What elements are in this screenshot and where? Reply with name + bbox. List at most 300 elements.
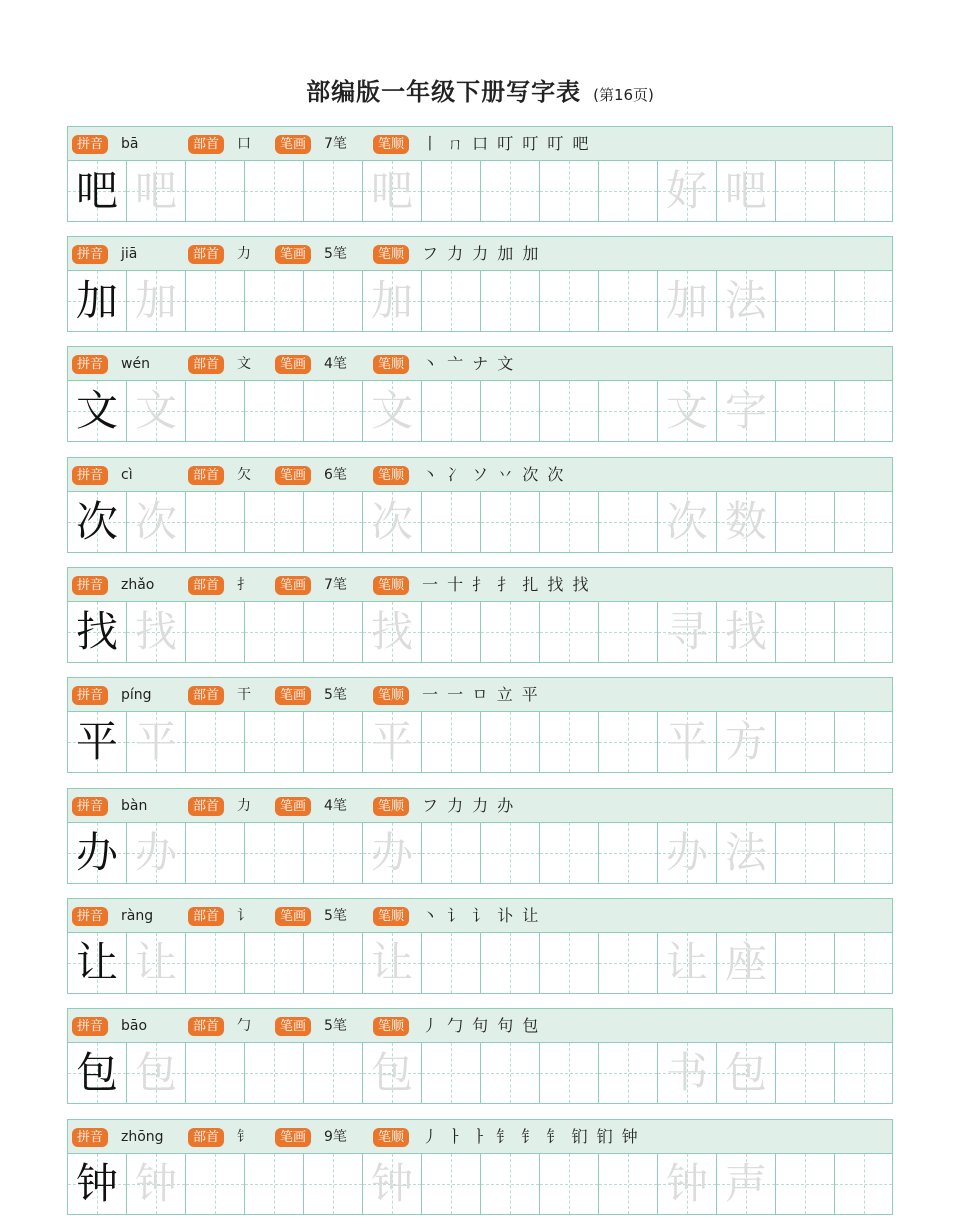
stroke-order-value: フ 力 力 加 加: [422, 244, 541, 263]
writing-cell: [540, 381, 599, 441]
model-character: 加: [75, 276, 118, 325]
writing-cell: [304, 381, 363, 441]
writing-cell: [245, 712, 304, 772]
writing-cell: [363, 381, 422, 441]
writing-cell: [68, 381, 127, 441]
writing-cell: [599, 1154, 658, 1214]
stroke-count-tag: 笔画: [275, 907, 311, 926]
model-character: 次: [75, 497, 118, 546]
writing-grid: [68, 161, 892, 221]
pinyin-tag: 拼音: [72, 355, 108, 374]
character-info-bar: [68, 1120, 892, 1154]
character-info-bar: [68, 127, 892, 161]
character-info-bar: [68, 568, 892, 602]
trace-character: 找: [134, 607, 177, 656]
pinyin-tag: 拼音: [72, 907, 108, 926]
writing-cell: [127, 1154, 186, 1214]
pinyin-tag: 拼音: [72, 686, 108, 705]
radical-tag: 部首: [188, 907, 224, 926]
stroke-order-value: 丿 ㅏ ㅏ 钅 钅 钅 钔 钔 钟: [422, 1127, 640, 1146]
radical-tag: 部首: [188, 1017, 224, 1036]
writing-cell: [717, 1043, 776, 1103]
writing-cell: [304, 933, 363, 993]
radical-value: 讠: [237, 908, 251, 924]
writing-cell: [599, 602, 658, 662]
model-character: 钟: [75, 1159, 118, 1208]
writing-cell: [776, 1043, 835, 1103]
trace-word-character: 字: [724, 386, 767, 435]
stroke-order-value: 一 十 扌 扌 扎 找 找: [422, 575, 591, 594]
writing-cell: [245, 492, 304, 552]
stroke-order-tag: 笔顺: [373, 1017, 409, 1036]
character-block: [67, 1008, 893, 1104]
writing-cell: [540, 492, 599, 552]
page-title: [0, 72, 960, 107]
writing-cell: [776, 492, 835, 552]
writing-cell: [658, 1154, 717, 1214]
writing-cell: [68, 1154, 127, 1214]
stroke-count-tag: 笔画: [275, 135, 311, 154]
stroke-order-tag: 笔顺: [373, 686, 409, 705]
writing-grid: [68, 712, 892, 772]
writing-cell: [658, 1043, 717, 1103]
writing-cell: [422, 161, 481, 221]
pinyin-tag: 拼音: [72, 245, 108, 264]
writing-cell: [304, 602, 363, 662]
writing-cell: [304, 1154, 363, 1214]
model-character: 让: [75, 938, 118, 987]
writing-grid: [68, 1043, 892, 1103]
trace-word-character: 包: [724, 1048, 767, 1097]
trace-word-character: 吧: [724, 166, 767, 215]
writing-cell: [658, 161, 717, 221]
writing-cell: [540, 933, 599, 993]
writing-cell: [127, 933, 186, 993]
radical-tag: 部首: [188, 466, 224, 485]
writing-cell: [481, 933, 540, 993]
trace-word-character: 好: [665, 166, 708, 215]
writing-cell: [245, 602, 304, 662]
trace-character: 办: [134, 828, 177, 877]
trace-character: 次: [370, 497, 413, 546]
writing-cell: [422, 492, 481, 552]
writing-cell: [304, 823, 363, 883]
writing-cell: [776, 602, 835, 662]
stroke-order-value: 丶 亠 ナ 文: [422, 354, 516, 373]
pinyin-value: wén: [121, 356, 150, 372]
writing-cell: [835, 1154, 892, 1214]
writing-cell: [422, 823, 481, 883]
writing-cell: [540, 271, 599, 331]
model-character: 平: [75, 717, 118, 766]
character-info-bar: [68, 1009, 892, 1043]
writing-cell: [776, 933, 835, 993]
pinyin-value: píng: [121, 687, 152, 703]
writing-cell: [776, 381, 835, 441]
writing-cell: [658, 381, 717, 441]
trace-character: 吧: [134, 166, 177, 215]
character-info-bar: [68, 789, 892, 823]
page-number-note: (第16页): [593, 86, 654, 104]
writing-cell: [363, 1043, 422, 1103]
trace-word-character: 钟: [665, 1159, 708, 1208]
trace-word-character: 法: [724, 276, 767, 325]
character-block: [67, 788, 893, 884]
trace-word-character: 让: [665, 938, 708, 987]
stroke-count-tag: 笔画: [275, 355, 311, 374]
writing-cell: [127, 1043, 186, 1103]
pinyin-value: bàn: [121, 798, 148, 814]
writing-cell: [186, 1154, 245, 1214]
stroke-count-tag: 笔画: [275, 576, 311, 595]
trace-character: 加: [134, 276, 177, 325]
writing-cell: [540, 161, 599, 221]
writing-cell: [540, 823, 599, 883]
writing-cell: [599, 1043, 658, 1103]
stroke-count-value: 4笔: [324, 798, 347, 814]
trace-character: 办: [370, 828, 413, 877]
writing-cell: [245, 1043, 304, 1103]
writing-cell: [68, 823, 127, 883]
model-character: 文: [75, 386, 118, 435]
writing-cell: [68, 161, 127, 221]
trace-word-character: 文: [665, 386, 708, 435]
writing-grid: [68, 492, 892, 552]
pinyin-value: cì: [121, 467, 133, 483]
writing-cell: [186, 602, 245, 662]
pinyin-tag: 拼音: [72, 576, 108, 595]
radical-tag: 部首: [188, 1128, 224, 1147]
pinyin-value: bāo: [121, 1018, 148, 1034]
trace-character: 让: [134, 938, 177, 987]
writing-cell: [363, 602, 422, 662]
writing-cell: [481, 823, 540, 883]
trace-word-character: 寻: [665, 607, 708, 656]
trace-word-character: 书: [665, 1048, 708, 1097]
writing-cell: [835, 271, 892, 331]
model-character: 包: [75, 1048, 118, 1097]
writing-cell: [363, 823, 422, 883]
trace-word-character: 座: [724, 938, 767, 987]
writing-cell: [776, 161, 835, 221]
stroke-count-value: 7笔: [324, 577, 347, 593]
writing-cell: [835, 602, 892, 662]
writing-cell: [245, 271, 304, 331]
stroke-order-value: 丨 ㄇ 口 叮 叮 叮 吧: [422, 134, 591, 153]
writing-cell: [540, 1154, 599, 1214]
stroke-order-tag: 笔顺: [373, 907, 409, 926]
stroke-order-value: 丶 讠 讠 讣 让: [422, 906, 541, 925]
writing-cell: [245, 1154, 304, 1214]
writing-cell: [245, 161, 304, 221]
writing-cell: [599, 271, 658, 331]
writing-cell: [835, 161, 892, 221]
writing-cell: [363, 933, 422, 993]
trace-word-character: 方: [724, 717, 767, 766]
writing-cell: [68, 712, 127, 772]
writing-cell: [658, 271, 717, 331]
radical-tag: 部首: [188, 686, 224, 705]
trace-word-character: 法: [724, 828, 767, 877]
pinyin-value: zhōng: [121, 1129, 164, 1145]
writing-cell: [245, 381, 304, 441]
writing-cell: [717, 1154, 776, 1214]
writing-cell: [68, 602, 127, 662]
writing-cell: [540, 1043, 599, 1103]
stroke-order-tag: 笔顺: [373, 1128, 409, 1147]
model-character: 找: [75, 607, 118, 656]
pinyin-tag: 拼音: [72, 797, 108, 816]
writing-cell: [717, 823, 776, 883]
radical-value: 扌: [237, 577, 251, 593]
radical-value: 欠: [237, 467, 251, 483]
writing-cell: [363, 492, 422, 552]
writing-cell: [658, 712, 717, 772]
character-block: [67, 898, 893, 994]
stroke-count-tag: 笔画: [275, 1017, 311, 1036]
writing-cell: [599, 492, 658, 552]
trace-word-character: 平: [665, 717, 708, 766]
writing-cell: [422, 712, 481, 772]
radical-tag: 部首: [188, 135, 224, 154]
writing-cell: [68, 933, 127, 993]
writing-cell: [245, 933, 304, 993]
character-block: [67, 677, 893, 773]
writing-cell: [127, 602, 186, 662]
stroke-count-value: 5笔: [324, 908, 347, 924]
radical-value: 勹: [237, 1018, 251, 1034]
writing-cell: [363, 271, 422, 331]
trace-word-character: 办: [665, 828, 708, 877]
trace-character: 平: [134, 717, 177, 766]
writing-cell: [481, 712, 540, 772]
writing-cell: [186, 492, 245, 552]
writing-cell: [776, 271, 835, 331]
character-block: [67, 457, 893, 553]
writing-cell: [717, 271, 776, 331]
writing-cell: [717, 602, 776, 662]
stroke-order-tag: 笔顺: [373, 466, 409, 485]
writing-cell: [776, 712, 835, 772]
writing-cell: [835, 712, 892, 772]
pinyin-tag: 拼音: [72, 466, 108, 485]
stroke-order-value: 丿 勹 句 句 包: [422, 1016, 541, 1035]
writing-cell: [422, 381, 481, 441]
pinyin-tag: 拼音: [72, 1017, 108, 1036]
stroke-order-value: 丶 冫 ソ 丷 次 次: [422, 465, 566, 484]
writing-grid: [68, 1154, 892, 1214]
writing-cell: [599, 933, 658, 993]
writing-cell: [363, 1154, 422, 1214]
stroke-count-value: 5笔: [324, 246, 347, 262]
trace-word-character: 数: [724, 497, 767, 546]
writing-grid: [68, 271, 892, 331]
worksheet-title: 部编版一年级下册写字表: [306, 77, 582, 106]
writing-grid: [68, 933, 892, 993]
writing-cell: [599, 823, 658, 883]
writing-cell: [776, 1154, 835, 1214]
radical-value: 力: [237, 798, 251, 814]
character-info-bar: [68, 347, 892, 381]
radical-tag: 部首: [188, 245, 224, 264]
character-block: [67, 567, 893, 663]
radical-value: 力: [237, 246, 251, 262]
writing-cell: [658, 492, 717, 552]
stroke-order-tag: 笔顺: [373, 576, 409, 595]
stroke-count-value: 7笔: [324, 136, 347, 152]
character-block: [67, 1119, 893, 1215]
writing-grid: [68, 602, 892, 662]
trace-word-character: 次: [665, 497, 708, 546]
writing-cell: [599, 712, 658, 772]
writing-grid: [68, 823, 892, 883]
writing-cell: [540, 712, 599, 772]
writing-cell: [127, 712, 186, 772]
writing-cell: [835, 823, 892, 883]
writing-cell: [186, 933, 245, 993]
writing-cell: [599, 161, 658, 221]
pinyin-tag: 拼音: [72, 1128, 108, 1147]
writing-cell: [481, 1043, 540, 1103]
trace-character: 文: [134, 386, 177, 435]
writing-cell: [422, 602, 481, 662]
writing-cell: [186, 381, 245, 441]
writing-cell: [717, 492, 776, 552]
writing-cell: [481, 602, 540, 662]
stroke-count-tag: 笔画: [275, 686, 311, 705]
trace-character: 钟: [370, 1159, 413, 1208]
pinyin-value: bā: [121, 136, 139, 152]
writing-cell: [304, 161, 363, 221]
radical-tag: 部首: [188, 797, 224, 816]
writing-cell: [540, 602, 599, 662]
writing-cell: [363, 161, 422, 221]
model-character: 办: [75, 828, 118, 877]
writing-cell: [363, 712, 422, 772]
writing-cell: [127, 823, 186, 883]
writing-cell: [304, 271, 363, 331]
trace-character: 平: [370, 717, 413, 766]
writing-cell: [481, 161, 540, 221]
writing-cell: [658, 933, 717, 993]
writing-cell: [717, 161, 776, 221]
character-info-bar: [68, 899, 892, 933]
trace-character: 包: [370, 1048, 413, 1097]
writing-cell: [127, 492, 186, 552]
pinyin-value: zhǎo: [121, 577, 155, 593]
writing-cell: [422, 933, 481, 993]
radical-value: 口: [237, 136, 251, 152]
trace-word-character: 找: [724, 607, 767, 656]
writing-cell: [717, 381, 776, 441]
writing-cell: [481, 381, 540, 441]
stroke-count-value: 4笔: [324, 356, 347, 372]
character-info-bar: [68, 458, 892, 492]
writing-cell: [186, 271, 245, 331]
stroke-count-value: 6笔: [324, 467, 347, 483]
stroke-count-value: 5笔: [324, 687, 347, 703]
character-block: [67, 236, 893, 332]
writing-cell: [186, 1043, 245, 1103]
pinyin-value: jiā: [121, 246, 138, 262]
trace-character: 让: [370, 938, 413, 987]
stroke-order-tag: 笔顺: [373, 135, 409, 154]
radical-tag: 部首: [188, 576, 224, 595]
radical-value: 文: [237, 356, 251, 372]
trace-character: 吧: [370, 166, 413, 215]
writing-cell: [717, 933, 776, 993]
writing-cell: [304, 712, 363, 772]
trace-character: 次: [134, 497, 177, 546]
writing-cell: [658, 823, 717, 883]
stroke-count-tag: 笔画: [275, 245, 311, 264]
character-info-bar: [68, 678, 892, 712]
writing-cell: [835, 1043, 892, 1103]
writing-cell: [186, 712, 245, 772]
radical-tag: 部首: [188, 355, 224, 374]
writing-cell: [599, 381, 658, 441]
stroke-count-tag: 笔画: [275, 466, 311, 485]
writing-cell: [186, 161, 245, 221]
stroke-order-tag: 笔顺: [373, 245, 409, 264]
writing-cell: [245, 823, 304, 883]
writing-cell: [835, 933, 892, 993]
writing-cell: [186, 823, 245, 883]
writing-cell: [658, 602, 717, 662]
radical-value: 钅: [237, 1129, 251, 1145]
writing-cell: [717, 712, 776, 772]
writing-cell: [127, 161, 186, 221]
writing-cell: [68, 271, 127, 331]
trace-character: 包: [134, 1048, 177, 1097]
writing-cell: [68, 1043, 127, 1103]
pinyin-value: ràng: [121, 908, 154, 924]
writing-cell: [68, 492, 127, 552]
trace-word-character: 声: [724, 1159, 767, 1208]
pinyin-tag: 拼音: [72, 135, 108, 154]
writing-cell: [127, 381, 186, 441]
trace-character: 文: [370, 386, 413, 435]
stroke-count-tag: 笔画: [275, 797, 311, 816]
writing-cell: [422, 1154, 481, 1214]
writing-cell: [481, 271, 540, 331]
character-info-bar: [68, 237, 892, 271]
character-block: [67, 346, 893, 442]
writing-cell: [481, 492, 540, 552]
writing-cell: [127, 271, 186, 331]
trace-character: 找: [370, 607, 413, 656]
radical-value: 干: [237, 687, 251, 703]
model-character: 吧: [75, 166, 118, 215]
stroke-order-tag: 笔顺: [373, 355, 409, 374]
writing-cell: [835, 492, 892, 552]
stroke-count-value: 5笔: [324, 1018, 347, 1034]
stroke-order-value: フ 力 力 办: [422, 796, 516, 815]
stroke-order-value: 一 一 ㅁ 立 平: [422, 685, 540, 704]
stroke-order-tag: 笔顺: [373, 797, 409, 816]
writing-cell: [776, 823, 835, 883]
character-block: [67, 126, 893, 222]
stroke-count-value: 9笔: [324, 1129, 347, 1145]
stroke-count-tag: 笔画: [275, 1128, 311, 1147]
writing-cell: [304, 492, 363, 552]
writing-cell: [304, 1043, 363, 1103]
writing-cell: [481, 1154, 540, 1214]
trace-word-character: 加: [665, 276, 708, 325]
writing-grid: [68, 381, 892, 441]
writing-cell: [422, 271, 481, 331]
trace-character: 钟: [134, 1159, 177, 1208]
